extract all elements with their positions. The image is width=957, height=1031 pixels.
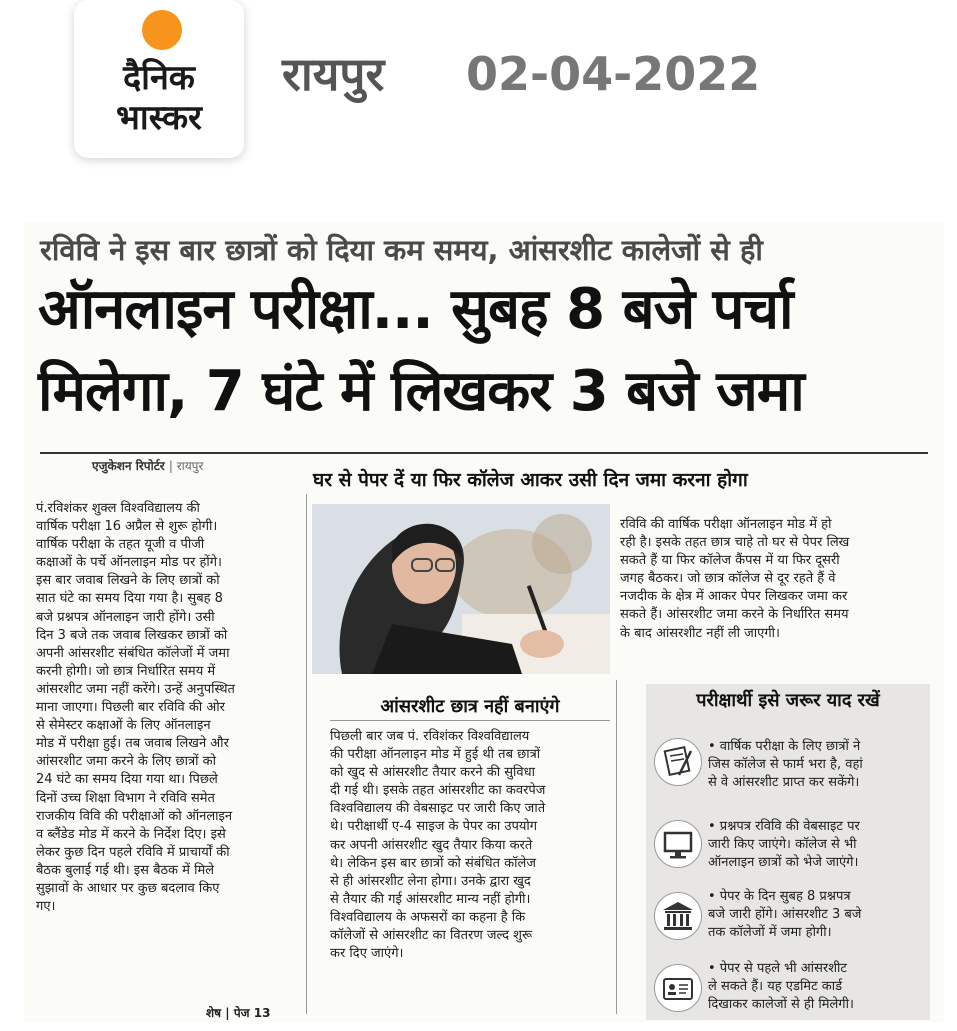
middle-column-line: को खुद से आंसरशीट तैयार करने की सुविधा [330, 765, 535, 781]
remember-item-2 [708, 818, 922, 872]
continued-reference: शेष | पेज 13 [206, 1006, 271, 1020]
remember-box-heading: परीक्षार्थी इसे जरूर याद रखें [696, 690, 880, 711]
right-top-column-line: के बाद आंसरशीट नहीं ली जाएगी। [620, 625, 780, 641]
middle-column-line: थे। लेकिन इस बार छात्रों को संबंधित कॉलेज [330, 855, 536, 871]
left-column-line: गए। [36, 899, 56, 915]
left-column-line: इस बार जवाब लिखने के लिए छात्रों को [36, 573, 220, 589]
left-column-line: बैठक बुलाई गई थी। इस बैठक में मिले [36, 862, 215, 878]
left-column-line: आंसरशीट जमा करने के लिए छात्रों को [36, 754, 216, 770]
middle-column-line: कर दिए जाएंगे। [330, 946, 404, 962]
left-column-line: माना जाएगा। पिछली बार रविवि की ओर [36, 700, 225, 716]
middle-column-line: विश्वविद्यालय की वेबसाइट पर जारी किए जाते [330, 801, 546, 817]
middle-column-line: पिछली बार जब पं. रविशंकर विश्वविद्यालय [330, 729, 530, 744]
middle-column-line: कर अपनी आंसरशीट खुद तैयार किया करते [330, 837, 533, 853]
logo-line-2: भास्कर [116, 98, 202, 138]
left-column-line: दिन 3 बजे तक जवाब लिखकर छात्रों को [36, 627, 228, 643]
remember-item-3-line-3: तक कॉलेजों में जमा होगी। [708, 925, 832, 940]
sun-icon [142, 10, 182, 50]
remember-item-3-line-1: • पेपर के दिन सुबह 8 प्रश्नपत्र [708, 889, 851, 904]
remember-item-4-line-1: • पेपर से पहले भी आंसरशीट [708, 961, 847, 976]
headline-rule [40, 452, 928, 454]
admit-card-icon [654, 964, 702, 1012]
headline-line-2: मिलेगा, 7 घंटे में लिखकर 3 बजे जमा [38, 359, 804, 424]
byline-location: रायपुर [176, 459, 204, 473]
logo-line-1: दैनिक [123, 58, 195, 98]
remember-item-3 [708, 888, 922, 942]
article-headline [38, 277, 928, 424]
left-column-line: कक्षाओं के पर्चे ऑनलाइन मोड पर होंगे। [36, 555, 222, 571]
remember-item-4 [708, 960, 922, 1014]
middle-column-line: थे। परीक्षार्थी ए-4 साइज के पेपर का उपयोग [330, 819, 538, 835]
left-column-line: करनी होगी। जो छात्र निर्धारित समय में [36, 663, 216, 679]
remember-item-1-line-3: से वे आंसरशीट प्राप्त कर सकेंगे। [708, 775, 860, 790]
left-column-line: 24 घंटे का समय दिया गया था। पिछले [36, 772, 218, 788]
remember-item-2-line-3: ऑनलाइन छात्रों को भेजे जाएंगे। [708, 855, 859, 870]
left-column-line: अपनी आंसरशीट संबंधित कॉलेजों में जमा [36, 645, 230, 661]
right-top-column-line: जगह बैठकर। जो छात्र कॉलेज से दूर रहते हैं वे [620, 571, 836, 587]
left-column-line: राजकीय विवि की परीक्षाओं को ऑनलाइन [36, 808, 233, 824]
middle-box-heading: आंसरशीट छात्र नहीं बनाएंगे [380, 696, 560, 717]
left-column-line: पं.रविशंकर शुक्ल विश्वविद्यालय की [36, 501, 200, 516]
article-kicker: रविवि ने इस बार छात्रों को दिया कम समय, आंसरशीट कालेजों से ही [40, 233, 763, 267]
left-column-text [36, 500, 298, 916]
byline: एजुकेशन रिपोर्टर | रायपुर [92, 459, 204, 473]
left-column-line: से सेमेस्टर कक्षाओं के लिए ऑनलाइन [36, 718, 211, 734]
headline-line-1: ऑनलाइन परीक्षा... सुबह 8 बजे पर्चा [38, 277, 793, 342]
remember-item-1 [708, 738, 922, 792]
right-top-column-line: सकते हैं। आंसरशीट जमा करने के निर्धारित समय [620, 607, 849, 623]
left-column-line: वार्षिक परीक्षा 16 अप्रैल से शुरू होगी। [36, 519, 218, 535]
remember-item-4-line-2: ले सकते हैं। यह एडमिट कार्ड [708, 979, 843, 994]
left-column-line: दिनों उच्च शिक्षा विभाग ने रविवि समेत [36, 790, 215, 806]
left-column-line: मोड में परीक्षा हुई। तब जवाब लिखने और [36, 736, 229, 752]
middle-column-line: से तैयार की गई आंसरशीट मान्य नहीं होगी। [330, 891, 531, 907]
middle-column-line: दी गई थी। इसके तहत आंसरशीट का कवरपेज [330, 783, 546, 799]
middle-column-text [330, 728, 608, 963]
edition-date: 02-04-2022 [466, 47, 761, 101]
left-column-line: सुझावों के आधार पर कुछ बदलाव किए [36, 880, 220, 896]
left-column-line: आंसरशीट जमा नहीं करेंगे। उन्हें अनुपस्थित [36, 681, 235, 697]
right-top-column-line: सकते हैं या फिर कॉलेज कैंपस में या फिर दूसरी [620, 553, 840, 569]
middle-column-line: की परीक्षा ऑनलाइन मोड में हुई थी तब छात्रों [330, 747, 541, 763]
remember-item-2-line-2: जारी किए जाएंगे। कॉलेज से भी [708, 837, 857, 852]
remember-item-3-line-2: बजे जारी होंगे। आंसरशीट 3 बजे [708, 907, 862, 922]
right-top-column-line: रविवि की वार्षिक परीक्षा ऑनलाइन मोड में हो [620, 517, 832, 532]
photo-illustration [312, 504, 610, 674]
column-divider-2 [616, 680, 617, 1014]
right-top-column-text [620, 516, 920, 643]
article-subhead: घर से पेपर दें या फिर कॉलेज आकर उसी दिन जमा करना होगा [313, 469, 748, 491]
middle-column-line: कॉलेजों से आंसरशीट का वितरण जल्द शुरू [330, 928, 533, 944]
remember-item-4-line-3: दिखाकर कालेजों से ही मिलेगी। [708, 997, 854, 1012]
right-top-column-line: नजदीक के क्षेत्र में आकर पेपर लिखकर जमा कर [620, 589, 848, 605]
column-divider [306, 494, 307, 1014]
monitor-icon [654, 820, 702, 868]
remember-item-2-line-1: • प्रश्नपत्र रविवि की वेबसाइट पर [708, 819, 860, 834]
byline-reporter: एजुकेशन रिपोर्टर [92, 459, 165, 473]
college-building-icon [654, 892, 702, 940]
left-column-line: सात घंटे का समय दिया गया है। सुबह 8 [36, 591, 223, 607]
middle-column-line: से ही आंसरशीट लेना होगा। उनके द्वारा खुद [330, 873, 531, 889]
left-column-line: बजे प्रश्नपत्र ऑनलाइन जारी होंगे। उसी [36, 609, 215, 625]
remember-item-1-line-2: जिस कॉलेज से फार्म भरा है, वहां [708, 757, 863, 772]
form-pen-icon [654, 738, 702, 786]
edition-city: रायपुर [282, 47, 385, 101]
right-top-column-line: रही है। इसके तहत छात्र चाहे तो घर से पेपर लिख [620, 535, 850, 551]
student-writing-photo [312, 504, 610, 674]
dainik-bhaskar-logo [74, 0, 244, 158]
middle-column-line: विश्वविद्यालय के अफसरों का कहना है कि [330, 909, 526, 925]
middle-box-rule [330, 720, 610, 721]
left-column-line: वार्षिक परीक्षा के तहत यूजी व पीजी [36, 537, 205, 553]
left-column-line: लेकर कुछ दिन पहले रविवि में प्राचार्यों की [36, 844, 230, 860]
remember-item-1-line-1: • वार्षिक परीक्षा के लिए छात्रों ने [708, 739, 861, 754]
left-column-line: व ब्लैंडेड मोड में करने के निर्देश दिए। इसे [36, 826, 226, 842]
